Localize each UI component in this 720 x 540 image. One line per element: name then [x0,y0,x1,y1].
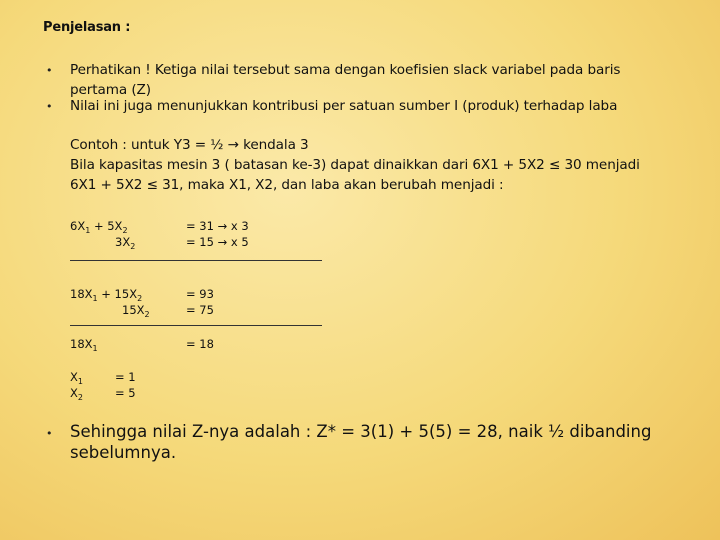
slide-heading: Penjelasan : [43,20,131,35]
equation-3-right: = 93 [186,287,214,301]
solution-x2-left: $X_2$ [70,386,83,402]
paragraph-kapasitas: Bila kapasitas mesin 3 ( batasan ke-3) dapat dinaikkan dari 6X1 + 5X2 ≤ 30 menjadi 6X1 + 5X2 ≤ 31, maka X1, X2, dan laba akan berubah menjadi : [70,157,640,193]
bullet-marker: • [46,100,53,113]
bullet-marker: • [46,427,53,440]
divider-line [70,325,322,326]
solution-x2-right: = 5 [115,386,136,400]
equation-4-right: = 75 [186,303,214,317]
equation-2-left: $3X_2$ [115,235,136,251]
equation-5-right: = 18 [186,337,214,351]
paragraph-kesimpulan: Sehingga nilai Z-nya adalah : Z* = 3(1) + 5(5) = 28, naik ½ dibanding sebelumnya. [70,422,652,462]
solution-x1-right: = 1 [115,370,136,384]
equation-4-left: $15X_2$ [122,303,150,319]
equation-2-right: = 15 → x 5 [186,235,249,249]
paragraph-koefisien-slack: Perhatikan ! Ketiga nilai tersebut sama dengan koefisien slack variabel pada baris pertama (Z) [70,62,621,98]
solution-x1-left: $X_1$ [70,370,83,386]
equation-3-left: $18X_1 + 15X_2$ [70,287,143,303]
equation-5-left: $18X_1$ [70,337,98,353]
paragraph-contoh: Contoh : untuk Y3 = ½ → kendala 3 [70,137,309,153]
bullet-marker: • [46,64,53,77]
paragraph-kontribusi: Nilai ini juga menunjukkan kontribusi per satuan sumber I (produk) terhadap laba [70,98,618,114]
equation-1-left: $6X_1 + 5X_2$ [70,219,128,235]
divider-line [70,260,322,261]
equation-1-right: = 31 → x 3 [186,219,249,233]
